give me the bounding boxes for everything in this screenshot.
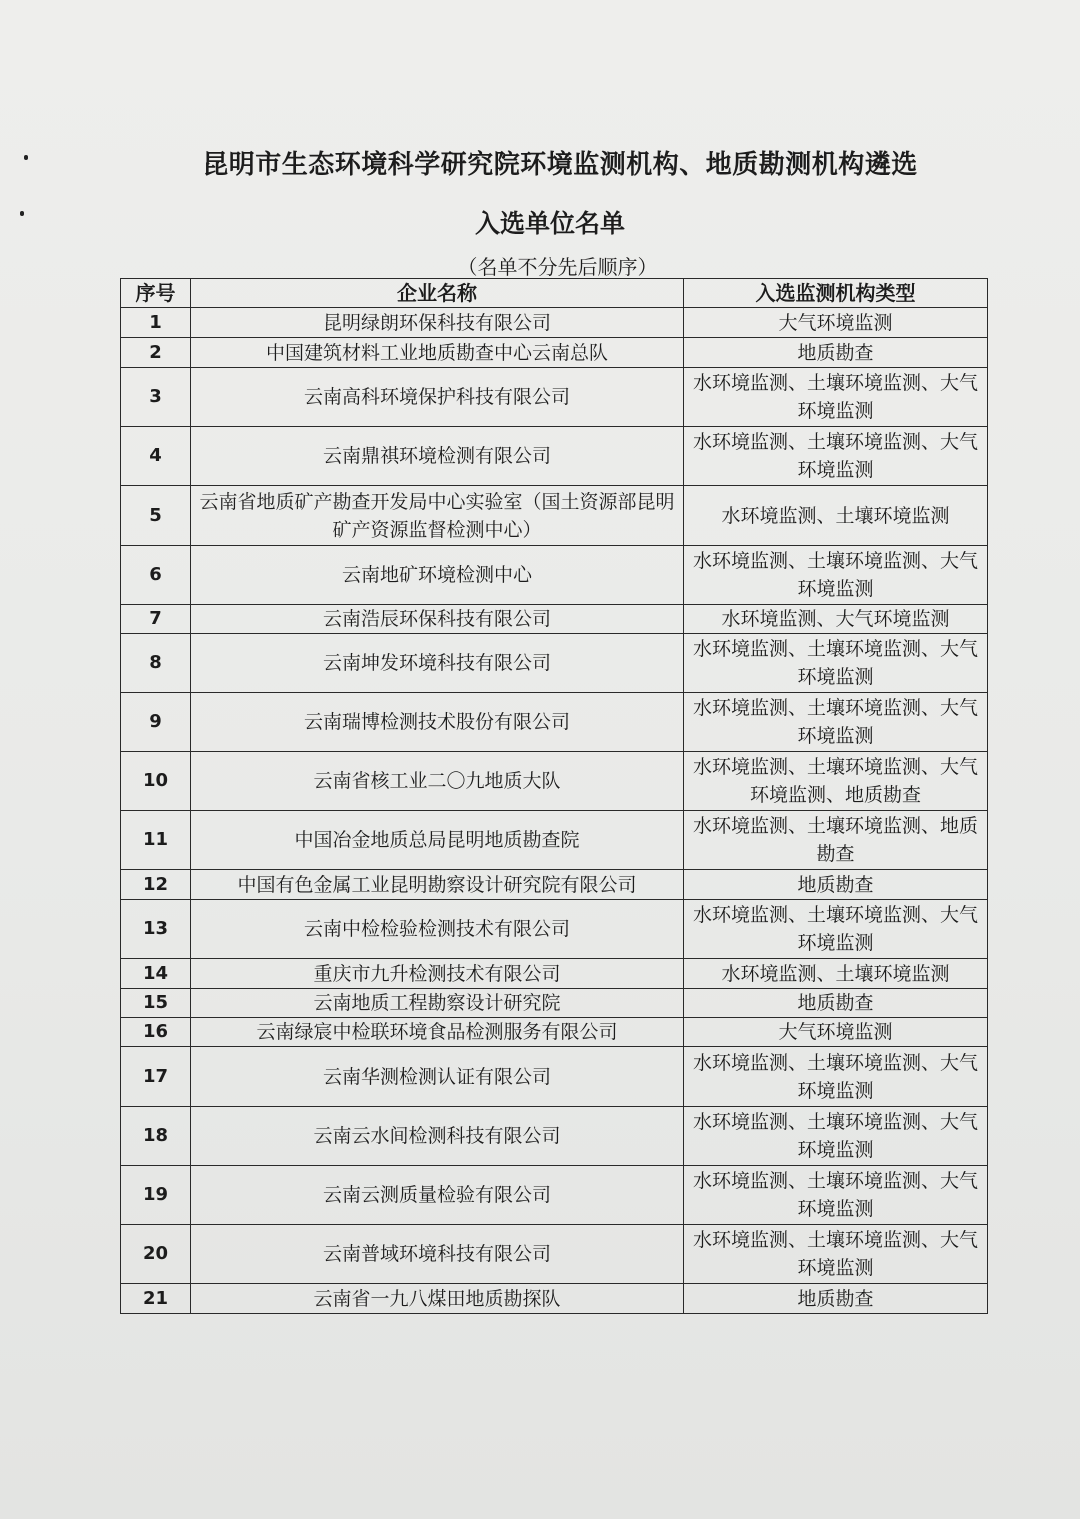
table-row xyxy=(121,1225,988,1284)
header-type: 入选监测机构类型 xyxy=(684,279,988,308)
monitoring-type: 地质勘查 xyxy=(684,338,988,368)
company-name: 云南瑞博检测技术股份有限公司 xyxy=(191,693,684,752)
company-name: 云南鼎祺环境检测有限公司 xyxy=(191,427,684,486)
company-name: 云南高科环境保护科技有限公司 xyxy=(191,368,684,427)
selected-units-table xyxy=(120,278,988,1314)
table-row xyxy=(121,634,988,693)
monitoring-type: 水环境监测、土壤环境监测、大气环境监测 xyxy=(684,1047,988,1107)
row-number: 1 xyxy=(121,308,191,338)
monitoring-type: 水环境监测、土壤环境监测、地质勘查 xyxy=(684,811,988,870)
row-number: 10 xyxy=(121,752,191,811)
table-row xyxy=(121,546,988,605)
table-row xyxy=(121,989,988,1018)
table-row xyxy=(121,486,988,546)
company-name: 云南地质工程勘察设计研究院 xyxy=(191,989,684,1018)
company-name: 云南云测质量检验有限公司 xyxy=(191,1166,684,1225)
row-number: 13 xyxy=(121,900,191,959)
table-body xyxy=(121,308,988,1314)
header-company: 企业名称 xyxy=(191,279,684,308)
monitoring-type: 水环境监测、土壤环境监测、大气环境监测 xyxy=(684,1107,988,1166)
table-row xyxy=(121,1107,988,1166)
monitoring-type: 水环境监测、土壤环境监测 xyxy=(684,486,988,546)
table-row xyxy=(121,900,988,959)
monitoring-type: 地质勘查 xyxy=(684,870,988,900)
company-name: 云南云水间检测科技有限公司 xyxy=(191,1107,684,1166)
table-row xyxy=(121,1166,988,1225)
table-row xyxy=(121,870,988,900)
company-name: 中国有色金属工业昆明勘察设计研究院有限公司 xyxy=(191,870,684,900)
row-number: 2 xyxy=(121,338,191,368)
table-row xyxy=(121,605,988,634)
row-number: 12 xyxy=(121,870,191,900)
company-name: 云南中检检验检测技术有限公司 xyxy=(191,900,684,959)
company-name: 云南地矿环境检测中心 xyxy=(191,546,684,605)
row-number: 9 xyxy=(121,693,191,752)
company-name: 重庆市九升检测技术有限公司 xyxy=(191,959,684,989)
row-number: 4 xyxy=(121,427,191,486)
row-number: 5 xyxy=(121,486,191,546)
table-row xyxy=(121,308,988,338)
monitoring-type: 地质勘查 xyxy=(684,1284,988,1314)
monitoring-type: 水环境监测、土壤环境监测、大气环境监测 xyxy=(684,546,988,605)
table-row xyxy=(121,752,988,811)
row-number: 6 xyxy=(121,546,191,605)
table-row xyxy=(121,427,988,486)
monitoring-type: 水环境监测、土壤环境监测、大气环境监测 xyxy=(684,693,988,752)
monitoring-type: 水环境监测、土壤环境监测 xyxy=(684,959,988,989)
row-number: 15 xyxy=(121,989,191,1018)
monitoring-type: 地质勘查 xyxy=(684,989,988,1018)
row-number: 14 xyxy=(121,959,191,989)
document-title: 昆明市生态环境科学研究院环境监测机构、地质勘测机构遴选 xyxy=(202,150,918,180)
table-header-row xyxy=(121,279,988,308)
table-row xyxy=(121,693,988,752)
row-number: 19 xyxy=(121,1166,191,1225)
monitoring-type: 水环境监测、土壤环境监测、大气环境监测 xyxy=(684,900,988,959)
table-row xyxy=(121,1047,988,1107)
document-subtitle: 入选单位名单 xyxy=(474,209,625,238)
monitoring-type: 水环境监测、土壤环境监测、大气环境监测 xyxy=(684,1225,988,1284)
table-row xyxy=(121,959,988,989)
table-row xyxy=(121,1284,988,1314)
monitoring-type: 大气环境监测 xyxy=(684,308,988,338)
row-number: 8 xyxy=(121,634,191,693)
row-number: 21 xyxy=(121,1284,191,1314)
monitoring-type: 水环境监测、土壤环境监测、大气环境监测 xyxy=(684,1166,988,1225)
table-row xyxy=(121,811,988,870)
table-row xyxy=(121,1018,988,1047)
row-number: 20 xyxy=(121,1225,191,1284)
row-number: 16 xyxy=(121,1018,191,1047)
company-name: 云南普域环境科技有限公司 xyxy=(191,1225,684,1284)
monitoring-type: 水环境监测、土壤环境监测、大气环境监测、地质勘查 xyxy=(684,752,988,811)
company-name: 云南坤发环境科技有限公司 xyxy=(191,634,684,693)
company-name: 云南浩辰环保科技有限公司 xyxy=(191,605,684,634)
row-number: 17 xyxy=(121,1047,191,1107)
row-number: 3 xyxy=(121,368,191,427)
order-note: （名单不分先后顺序） xyxy=(457,255,658,279)
company-name: 云南省一九八煤田地质勘探队 xyxy=(191,1284,684,1314)
row-number: 7 xyxy=(121,605,191,634)
monitoring-type: 大气环境监测 xyxy=(684,1018,988,1047)
monitoring-type: 水环境监测、大气环境监测 xyxy=(684,605,988,634)
row-number: 11 xyxy=(121,811,191,870)
row-number: 18 xyxy=(121,1107,191,1166)
monitoring-type: 水环境监测、土壤环境监测、大气环境监测 xyxy=(684,634,988,693)
table-row xyxy=(121,368,988,427)
company-name: 云南华测检测认证有限公司 xyxy=(191,1047,684,1107)
company-name: 云南绿宸中检联环境食品检测服务有限公司 xyxy=(191,1018,684,1047)
company-name: 云南省核工业二〇九地质大队 xyxy=(191,752,684,811)
company-name: 云南省地质矿产勘查开发局中心实验室（国土资源部昆明矿产资源监督检测中心） xyxy=(191,486,684,546)
monitoring-type: 水环境监测、土壤环境监测、大气环境监测 xyxy=(684,368,988,427)
header-no: 序号 xyxy=(121,279,191,308)
company-name: 中国建筑材料工业地质勘查中心云南总队 xyxy=(191,338,684,368)
table-row xyxy=(121,338,988,368)
company-name: 昆明绿朗环保科技有限公司 xyxy=(191,308,684,338)
company-name: 中国冶金地质总局昆明地质勘查院 xyxy=(191,811,684,870)
monitoring-type: 水环境监测、土壤环境监测、大气环境监测 xyxy=(684,427,988,486)
